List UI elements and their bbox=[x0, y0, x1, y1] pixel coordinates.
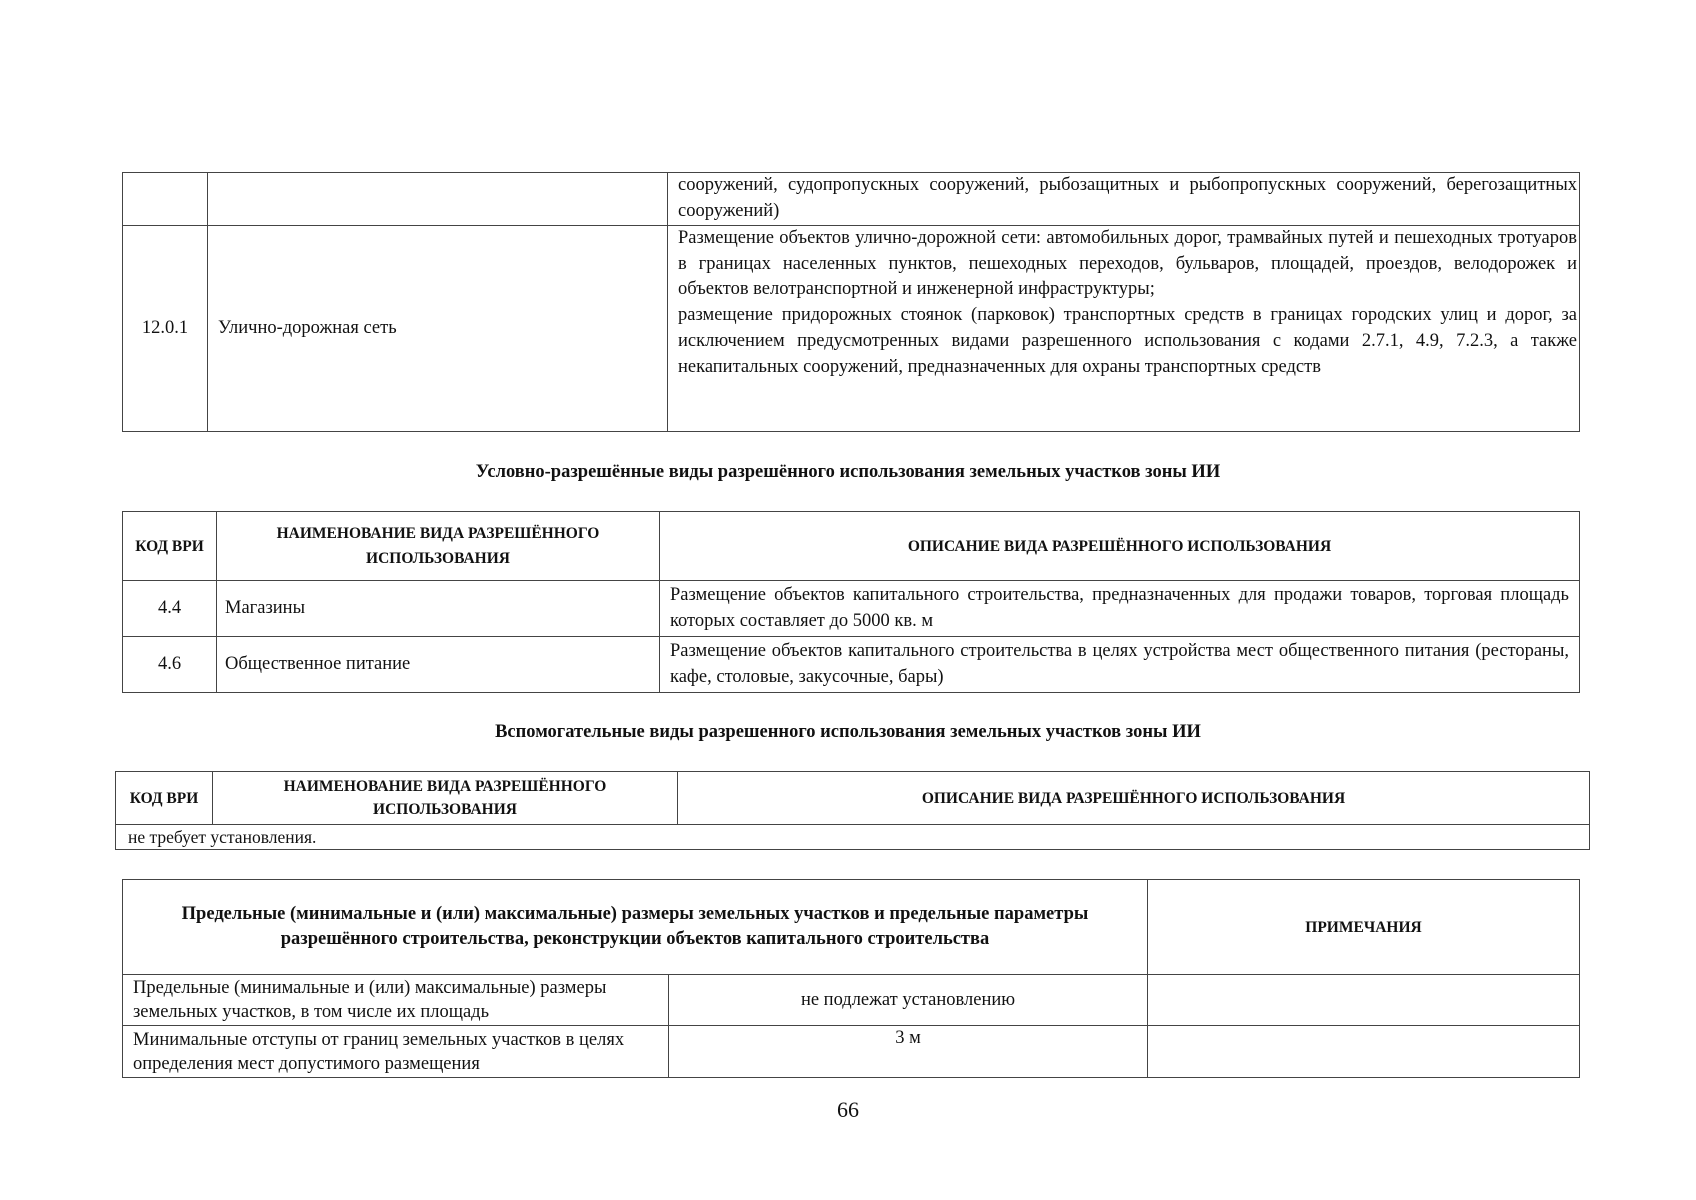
section-heading-auxiliary: Вспомогательные виды разрешенного использования земельных участков зоны ИИ bbox=[495, 722, 1201, 742]
code-cell bbox=[123, 173, 208, 226]
header-limits: Предельные (минимальные и (или) максимальные) размеры земельных участков и предельные параметры разрешённого строительства, реконструкции объектов капитального строительства bbox=[123, 880, 1148, 975]
name-cell: Общественное питание bbox=[217, 637, 660, 693]
name-cell: Улично-дорожная сеть bbox=[208, 226, 668, 432]
page-number: 66 bbox=[837, 1097, 859, 1122]
description-cell: сооружений, судопропускных сооружений, рыбозащитных и рыбопропускных сооружений, берегозащитных сооружений) bbox=[668, 173, 1580, 226]
note-cell bbox=[1148, 1026, 1580, 1078]
header-code: КОД ВРИ bbox=[116, 772, 213, 825]
table-row bbox=[123, 226, 1580, 432]
code-cell: 4.6 bbox=[123, 637, 217, 693]
description-paragraph: Размещение объектов улично-дорожной сети: автомобильных дорог, трамвайных путей и пешеходных тротуаров в границах населенных пунктов, пешеходных переходов, бульваров, площадей, проездов, велодорожек и объектов велотранспортной и инженерной инфраструктуры; bbox=[678, 228, 1577, 300]
header-name: НАИМЕНОВАНИЕ ВИДА РАЗРЕШЁННОГО ИСПОЛЬЗОВАНИЯ bbox=[217, 512, 660, 581]
header-description: ОПИСАНИЕ ВИДА РАЗРЕШЁННОГО ИСПОЛЬЗОВАНИЯ bbox=[678, 772, 1590, 825]
table-header-row bbox=[123, 512, 1580, 581]
table-row bbox=[123, 173, 1580, 226]
header-description: ОПИСАНИЕ ВИДА РАЗРЕШЁННОГО ИСПОЛЬЗОВАНИЯ bbox=[660, 512, 1580, 581]
table-header-row bbox=[116, 772, 1590, 825]
table-row bbox=[123, 1026, 1580, 1078]
description-cell: Размещение объектов капитального строительства в целях устройства мест общественного питания (рестораны, кафе, столовые, закусочные, бары) bbox=[660, 637, 1580, 693]
auxiliary-uses-table bbox=[115, 771, 1590, 850]
code-cell: 12.0.1 bbox=[123, 226, 208, 432]
header-code: КОД ВРИ bbox=[123, 512, 217, 581]
description-cell: Размещение объектов капитального строительства, предназначенных для продажи товаров, торговая площадь которых составляет до 5000 кв. м bbox=[660, 581, 1580, 637]
name-cell: Магазины bbox=[217, 581, 660, 637]
value-cell: 3 м bbox=[669, 1026, 1148, 1078]
parameter-cell: Предельные (минимальные и (или) максимальные) размеры земельных участков, в том числе их площадь bbox=[123, 975, 669, 1026]
description-paragraph: размещение придорожных стоянок (парковок) транспортных средств в границах городских улиц и дорог, за исключением предусмотренных видами разрешенного использования с кодами 2.7.1, 4.9, 7.2.3, а также некапитальных сооружений, предназначенных для охраны транспортных средств bbox=[678, 305, 1577, 377]
conditional-uses-table bbox=[122, 511, 1580, 693]
table-row bbox=[123, 975, 1580, 1026]
parameter-cell: Минимальные отступы от границ земельных участков в целях определения мест допустимого размещения bbox=[123, 1026, 669, 1078]
limits-table bbox=[122, 879, 1580, 1078]
table-row bbox=[123, 637, 1580, 693]
continuation-table bbox=[122, 172, 1580, 432]
table-header-row bbox=[123, 880, 1580, 975]
not-required-note: не требует установления. bbox=[116, 825, 1590, 850]
table-row bbox=[116, 825, 1590, 850]
note-cell bbox=[1148, 975, 1580, 1026]
section-heading-conditional: Условно-разрешённые виды разрешённого использования земельных участков зоны ИИ bbox=[475, 462, 1221, 482]
table-row bbox=[123, 581, 1580, 637]
code-cell: 4.4 bbox=[123, 581, 217, 637]
header-notes: ПРИМЕЧАНИЯ bbox=[1148, 880, 1580, 975]
description-cell bbox=[668, 226, 1580, 432]
header-name: НАИМЕНОВАНИЕ ВИДА РАЗРЕШЁННОГО ИСПОЛЬЗОВАНИЯ bbox=[213, 772, 678, 825]
name-cell bbox=[208, 173, 668, 226]
value-cell: не подлежат установлению bbox=[669, 975, 1148, 1026]
